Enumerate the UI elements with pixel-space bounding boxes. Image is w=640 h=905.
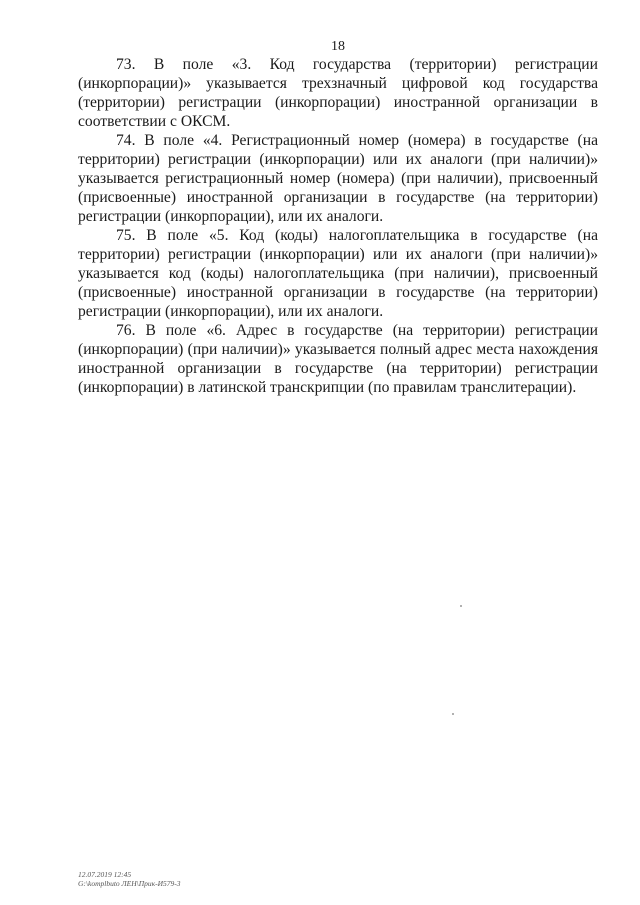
paragraph-76: 76. В поле «6. Адрес в государстве (на территории) регистрации (инкорпорации) (при наличии)» указывается полный адрес места нахождения иностранной организации в государстве (на территории) регистрации (инкорпорации) в латинской транскрипции (по правилам транслитерации). — [78, 322, 598, 396]
document-body — [78, 55, 598, 397]
paragraph-73: 73. В поле «3. Код государства (территории) регистрации (инкорпорации)» указывается трехзначный цифровой код государства (территории) регистрации (инкорпорации) иностранной организации в соответствии с ОКСМ. — [78, 56, 598, 130]
scan-speck — [460, 605, 462, 607]
paragraph-75: 75. В поле «5. Код (коды) налогоплательщика в государстве (на территории) регистрации (инкорпорации) или их аналоги (при наличии)» указывается код (коды) налогоплательщика (при наличии), присвоенный (присвоенные) иностранной организации в государстве (на территории) регистрации (инкорпорации), или их аналоги. — [78, 227, 598, 320]
footer-file-path: G:\komplbuto ЛЕН\Прик-И579-3 — [78, 879, 181, 888]
file-stamp-footer — [78, 870, 181, 888]
page-number: 18 — [331, 39, 345, 54]
scan-speck — [452, 713, 454, 715]
paragraph-74: 74. В поле «4. Регистрационный номер (номера) в государстве (на территории) регистрации (инкорпорации) или их аналоги (при наличии)» указывается регистрационный номер (номера) (при наличии), присвоенный (присвоенные) иностранной организации в государстве (на территории) регистрации (инкорпорации), или их аналоги. — [78, 132, 598, 225]
footer-timestamp: 12.07.2019 12:45 — [78, 870, 132, 879]
